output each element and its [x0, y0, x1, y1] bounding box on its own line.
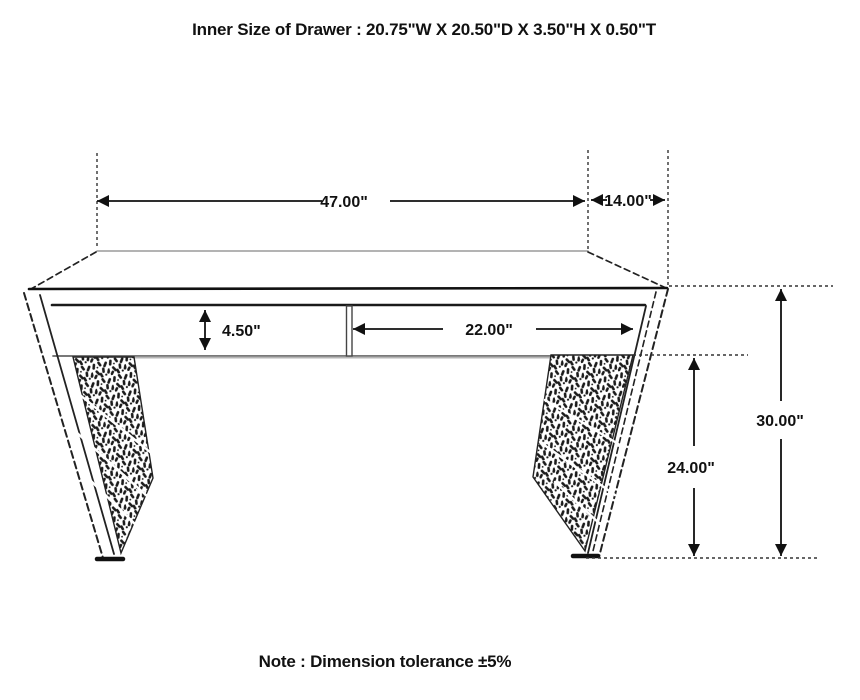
- desk-outline: [24, 251, 668, 559]
- desktop-left-side-edge: [31, 252, 96, 289]
- drawer-divider: [347, 306, 353, 356]
- desktop-front-edge: [29, 288, 667, 289]
- tolerance-note: Note : Dimension tolerance ±5%: [258, 652, 512, 671]
- extension-lines: [97, 150, 833, 558]
- desktop-right-side-edge: [588, 252, 666, 288]
- dimension-label-leg-clearance: 24.00": [667, 460, 715, 477]
- dimension-label-drawer-width: 22.00": [465, 322, 513, 339]
- dimension-label-desk-depth: 14.00": [604, 193, 652, 210]
- dimension-label-drawer-height: 4.50": [222, 323, 261, 340]
- dimension-label-overall-height: 30.00": [756, 413, 804, 430]
- drawing-title: Inner Size of Drawer : 20.75"W X 20.50"D X 3.50"H X 0.50"T: [192, 20, 656, 39]
- dimension-label-desk-width: 47.00": [320, 194, 368, 211]
- right-leg-lattice-panel: [533, 355, 633, 551]
